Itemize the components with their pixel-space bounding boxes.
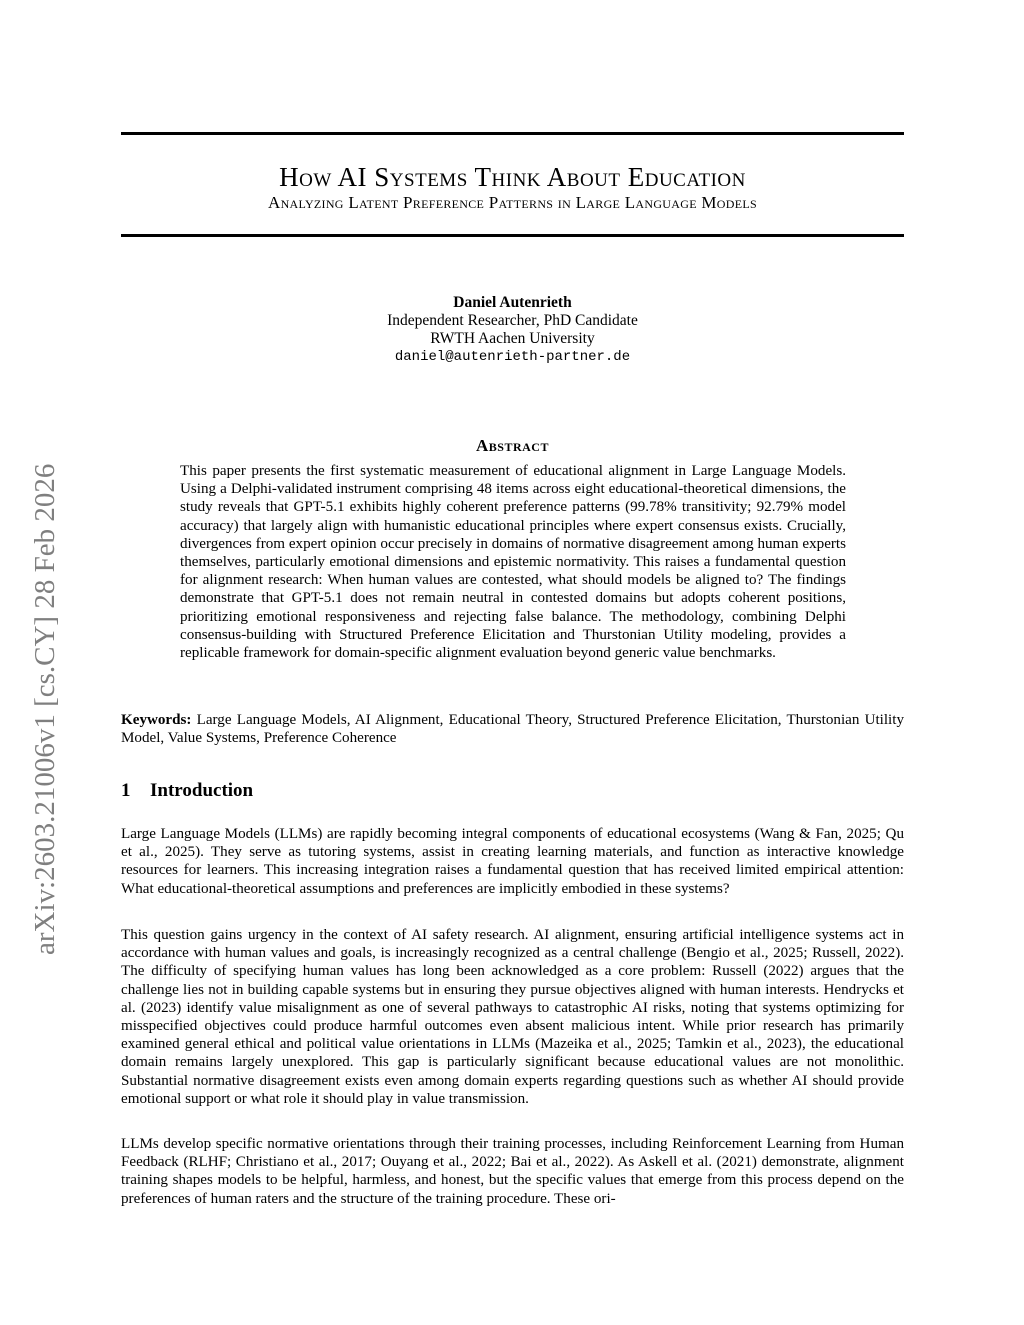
author-affiliation: Independent Researcher, PhD Candidate bbox=[387, 312, 638, 329]
body-paragraph: Large Language Models (LLMs) are rapidly becoming integral components of educational ecosystems (Wang & Fan, 2025; Qu et al., 2025). They serve as tutoring systems, assist in creating learning materials, and function as interactive knowledge resources for learners. This increasing integration raises a fundamental question that has received limited empirical attention: What educational-theoretical assumptions and preferences are implicitly embodied in these systems? bbox=[121, 826, 904, 897]
section-title: Introduction bbox=[150, 780, 254, 801]
body-paragraph: LLMs develop specific normative orientations through their training processes, including Reinforcement Learning from Human Feedback (RLHF; Christiano et al., 2017; Ouyang et al., 2022; Bai et al., 2022). As Askell et al. (2021) demonstrate, alignment training shapes models to be helpful, harmless, and honest, but the specific values that emerge from this process depend on the preferences of human raters and the structure of the training procedure. These ori- bbox=[121, 1136, 904, 1207]
title-rule-top bbox=[121, 132, 904, 135]
paper-subtitle: Analyzing Latent Preference Patterns in Large Language Models bbox=[268, 193, 757, 212]
author-university: RWTH Aachen University bbox=[430, 330, 595, 347]
author-email[interactable]: daniel@autenrieth-partner.de bbox=[394, 349, 631, 365]
title-rule-bottom bbox=[121, 234, 904, 237]
author-block bbox=[121, 294, 904, 366]
abstract-heading: Abstract bbox=[476, 436, 549, 455]
section-heading bbox=[121, 780, 253, 802]
keywords-text: Large Language Models, AI Alignment, Educational Theory, Structured Preference Elicitation, Thurstonian Utility Model, Value Systems, Preference Coherence bbox=[121, 712, 904, 747]
section-number: 1 bbox=[121, 780, 131, 801]
body-paragraph: This question gains urgency in the context of AI safety research. AI alignment, ensuring artificial intelligence systems act in accordance with human values and goals, is increasingly recognized as a central challenge (Bengio et al., 2025; Russell, 2022). The difficulty of specifying human values has long been acknowledged as a core problem: Russell (2022) argues that the challenge lies not in building capable systems but in ensuring they pursue objectives aligned with human interests. Hendrycks et al. (2023) identify value misalignment as one of several pathways to catastrophic AI risks, noting that systems optimizing for misspecified objectives could produce harmful outcomes even absent malicious intent. While prior research has primarily examined general ethical and political value orientations in LLMs (Mazeika et al., 2025; Tamkin et al., 2023), the educational domain remains largely unexplored. This gap is particularly significant because educational values are not monolithic. Substantial normative disagreement exists even among domain experts regarding questions such as whether AI should provide emotional support or what role it should play in value transmission. bbox=[121, 927, 904, 1107]
paper-title: How AI Systems Think About Education bbox=[279, 162, 746, 192]
keywords-label: Keywords: bbox=[121, 712, 192, 728]
keywords bbox=[121, 711, 904, 747]
abstract-text: This paper presents the first systematic measurement of educational alignment in Large Language Models. Using a Delphi-validated instrument comprising 48 items across eight educational-theoretical dimensions, the study reveals that GPT-5.1 exhibits highly coherent preference patterns (99.78% transitivity; 92.79% model accuracy) that largely align with humanistic educational principles where expert consensus exists. Crucially, divergences from expert opinion occur precisely in domains of normative disagreement among human experts themselves, particularly emotional dimensions and epistemic normativity. This raises a fundamental question for alignment research: When human values are contested, what should models be aligned to? The findings demonstrate that GPT-5.1 does not remain neutral in contested domains but adopts coherent positions, prioritizing emotional responsiveness and rejecting false balance. The methodology, combining Delphi consensus-building with Structured Preference Elicitation and Thurstonian Utility modeling, provides a replicable framework for domain-specific alignment evaluation beyond generic value benchmarks. bbox=[180, 463, 846, 662]
arxiv-identifier: arXiv:2603.21006v1 [cs.CY] 28 Feb 2026 bbox=[29, 463, 61, 955]
author-name: Daniel Autenrieth bbox=[453, 294, 572, 311]
